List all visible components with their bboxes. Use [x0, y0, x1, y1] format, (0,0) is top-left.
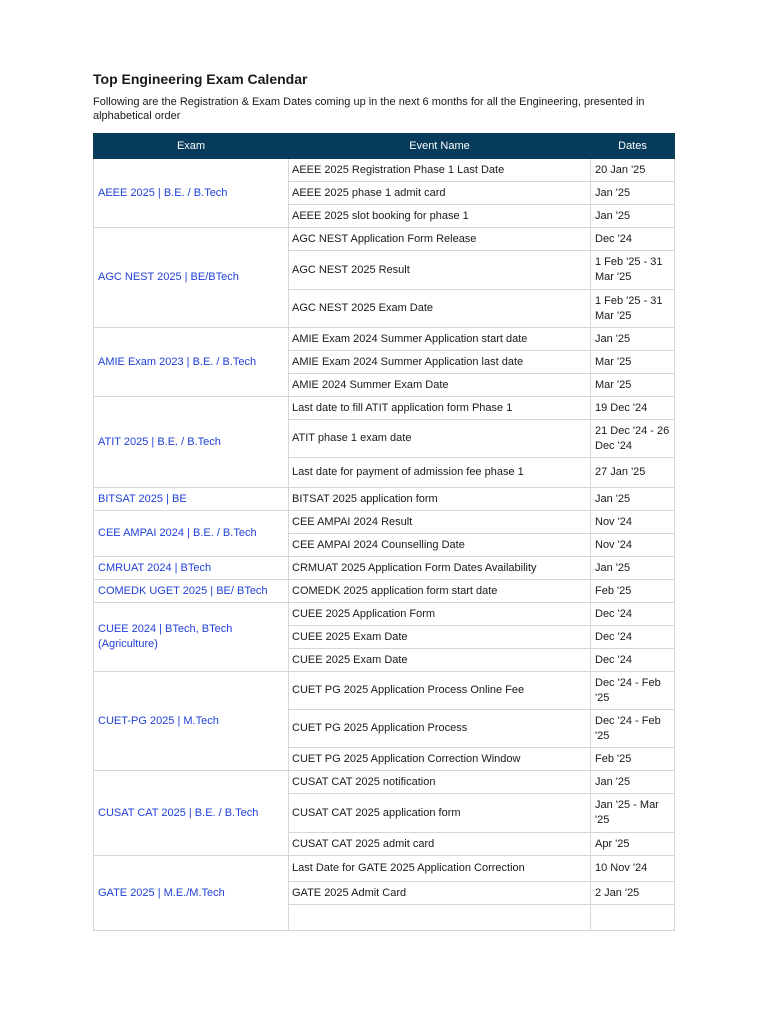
page-header: [93, 70, 674, 123]
event-name-cell: BITSAT 2025 application form: [289, 488, 591, 511]
event-name-cell: CUSAT CAT 2025 application form: [289, 794, 591, 833]
event-name-cell: AGC NEST Application Form Release: [289, 228, 591, 251]
event-name-cell: Last Date for GATE 2025 Application Correction: [289, 856, 591, 882]
date-cell: 27 Jan '25: [591, 458, 675, 488]
event-name-cell: CEE AMPAI 2024 Result: [289, 511, 591, 534]
exam-cell: [94, 603, 289, 672]
event-name-cell: Last date for payment of admission fee phase 1: [289, 458, 591, 488]
table-row: [94, 603, 675, 626]
table-row: [94, 328, 675, 351]
intro-text: Following are the Registration & Exam Dates coming up in the next 6 months for all the Engineering, presented in alphabetical order: [93, 96, 645, 122]
exam-link[interactable]: COMEDK UGET 2025 | BE/ BTech: [98, 584, 268, 597]
event-name-cell: AMIE Exam 2024 Summer Application start date: [289, 328, 591, 351]
table-row: [94, 771, 675, 794]
date-cell: [591, 905, 675, 931]
event-name-cell: COMEDK 2025 application form start date: [289, 580, 591, 603]
event-name-cell: CUSAT CAT 2025 notification: [289, 771, 591, 794]
exam-link[interactable]: CEE AMPAI 2024 | B.E. / B.Tech: [98, 527, 257, 539]
exam-link[interactable]: AGC NEST 2025 | BE/BTech: [98, 271, 239, 283]
column-header-exam: Exam: [94, 134, 289, 159]
exam-cell: [94, 672, 289, 771]
exam-link[interactable]: AMIE Exam 2023 | B.E. / B.Tech: [98, 355, 257, 368]
event-name-cell: CUEE 2025 Exam Date: [289, 626, 591, 649]
date-cell: 1 Feb '25 - 31 Mar '25: [591, 290, 675, 328]
date-cell: 10 Nov '24: [591, 856, 675, 882]
table-row: [94, 557, 675, 580]
event-name-cell: CUEE 2025 Application Form: [289, 603, 591, 626]
exam-cell: [94, 228, 289, 328]
table-row: [94, 672, 675, 710]
event-name-cell: CUET PG 2025 Application Process Online Fee: [289, 672, 591, 710]
date-cell: Dec '24: [591, 649, 675, 672]
exam-link[interactable]: AEEE 2025 | B.E. / B.Tech: [98, 186, 228, 199]
column-header-event: Event Name: [289, 134, 591, 159]
table-row: [94, 228, 675, 251]
exam-cell: [94, 580, 289, 603]
date-cell: Jan '25: [591, 182, 675, 205]
exam-link[interactable]: CUET-PG 2025 | M.Tech: [98, 714, 219, 727]
date-cell: Jan '25: [591, 328, 675, 351]
event-name-cell: AEEE 2025 phase 1 admit card: [289, 182, 591, 205]
exam-cell: [94, 488, 289, 511]
event-name-cell: AEEE 2025 slot booking for phase 1: [289, 205, 591, 228]
event-name-cell: CRMUAT 2025 Application Form Dates Availability: [289, 557, 591, 580]
date-cell: Jan '25: [591, 488, 675, 511]
event-name-cell: GATE 2025 Admit Card: [289, 882, 591, 905]
event-name-cell: AEEE 2025 Registration Phase 1 Last Date: [289, 159, 591, 182]
date-cell: Nov '24: [591, 511, 675, 534]
exam-link[interactable]: CMRUAT 2024 | BTech: [98, 561, 212, 574]
exam-link[interactable]: CUSAT CAT 2025 | B.E. / B.Tech: [98, 806, 259, 819]
event-name-cell: ATIT phase 1 exam date: [289, 420, 591, 458]
table-row: [94, 159, 675, 182]
exam-cell: [94, 511, 289, 557]
page-title: Top Engineering Exam Calendar: [93, 71, 308, 87]
exam-cell: [94, 397, 289, 488]
date-cell: Dec '24: [591, 626, 675, 649]
date-cell: Jan '25 - Mar '25: [591, 794, 675, 833]
exam-cell: [94, 557, 289, 580]
exam-link[interactable]: ATIT 2025 | B.E. / B.Tech: [98, 435, 221, 448]
table-row: [94, 856, 675, 882]
table-header-row: [94, 134, 675, 159]
table-row: [94, 488, 675, 511]
exam-calendar-table: [93, 133, 675, 931]
date-cell: 20 Jan '25: [591, 159, 675, 182]
event-name-cell: AGC NEST 2025 Result: [289, 251, 591, 290]
table-row: [94, 580, 675, 603]
table-row: [94, 397, 675, 420]
date-cell: Nov '24: [591, 534, 675, 557]
date-cell: Dec '24: [591, 603, 675, 626]
event-name-cell: CEE AMPAI 2024 Counselling Date: [289, 534, 591, 557]
exam-link[interactable]: CUEE 2024 | BTech, BTech (Agriculture): [98, 623, 233, 650]
date-cell: Mar '25: [591, 374, 675, 397]
date-cell: 1 Feb '25 - 31 Mar '25: [591, 251, 675, 290]
event-name-cell: AMIE Exam 2024 Summer Application last date: [289, 351, 591, 374]
date-cell: Dec '24: [591, 228, 675, 251]
date-cell: Jan '25: [591, 771, 675, 794]
date-cell: Mar '25: [591, 351, 675, 374]
event-name-cell: CUET PG 2025 Application Process: [289, 710, 591, 748]
table-body: [94, 159, 675, 931]
date-cell: 21 Dec '24 - 26 Dec '24: [591, 420, 675, 458]
date-cell: 19 Dec '24: [591, 397, 675, 420]
exam-cell: [94, 328, 289, 397]
date-cell: Apr '25: [591, 833, 675, 856]
date-cell: Jan '25: [591, 557, 675, 580]
exam-link[interactable]: BITSAT 2025 | BE: [98, 492, 187, 505]
date-cell: Dec '24 - Feb '25: [591, 672, 675, 710]
event-name-cell: CUSAT CAT 2025 admit card: [289, 833, 591, 856]
column-header-dates: Dates: [591, 134, 675, 159]
event-name-cell: Last date to fill ATIT application form Phase 1: [289, 397, 591, 420]
event-name-cell: AGC NEST 2025 Exam Date: [289, 290, 591, 328]
date-cell: Jan '25: [591, 205, 675, 228]
exam-cell: [94, 159, 289, 228]
event-name-cell: CUET PG 2025 Application Correction Window: [289, 748, 591, 771]
date-cell: 2 Jan '25: [591, 882, 675, 905]
table-row: [94, 511, 675, 534]
date-cell: Feb '25: [591, 580, 675, 603]
exam-cell: [94, 856, 289, 931]
exam-link[interactable]: GATE 2025 | M.E./M.Tech: [98, 886, 225, 899]
event-name-cell: AMIE 2024 Summer Exam Date: [289, 374, 591, 397]
date-cell: Feb '25: [591, 748, 675, 771]
event-name-cell: [289, 905, 591, 931]
event-name-cell: CUEE 2025 Exam Date: [289, 649, 591, 672]
exam-cell: [94, 771, 289, 856]
date-cell: Dec '24 - Feb '25: [591, 710, 675, 748]
